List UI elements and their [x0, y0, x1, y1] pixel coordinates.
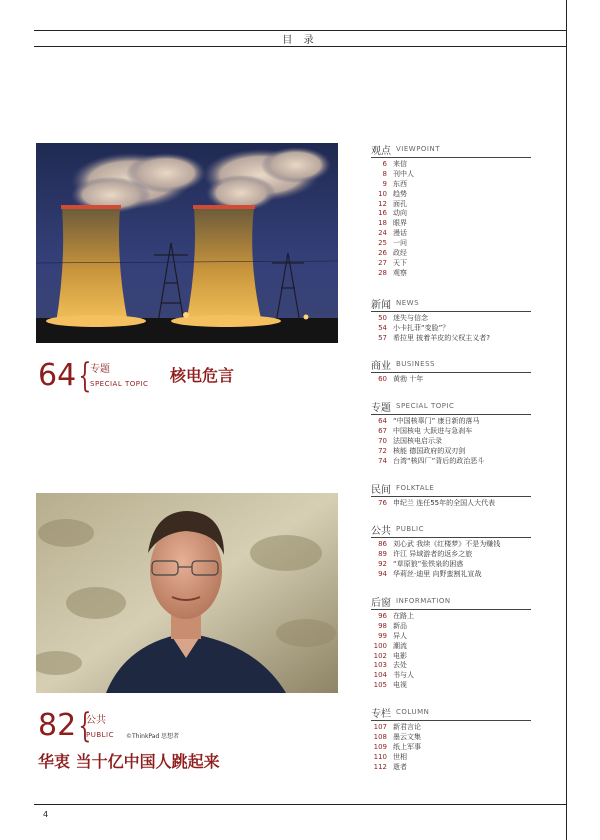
feature-page-number: 64 [38, 358, 77, 393]
toc-item[interactable] [371, 189, 531, 199]
toc-page: 99 [378, 631, 387, 640]
feature-section-cn: 专题 [90, 364, 110, 375]
toc-item[interactable] [371, 248, 531, 258]
section-heading [371, 297, 531, 312]
toc-item[interactable] [371, 416, 531, 426]
toc-item[interactable] [371, 333, 531, 343]
section-heading [371, 143, 531, 158]
toc-item[interactable] [371, 159, 531, 169]
toc-page: 108 [373, 732, 387, 741]
toc-page: 9 [382, 179, 387, 188]
toc-item[interactable] [371, 621, 531, 631]
section-title-en: PUBLIC [396, 525, 424, 533]
toc-title: 逝者 [393, 762, 407, 771]
toc-page: 12 [378, 199, 387, 208]
toc-item[interactable] [371, 752, 531, 762]
right-border [566, 0, 567, 840]
toc-item[interactable] [371, 569, 531, 579]
toc-item[interactable] [371, 313, 531, 323]
toc-section-information [371, 595, 531, 690]
footer-rule [34, 804, 566, 805]
toc-page: 28 [378, 268, 387, 277]
toc-item[interactable] [371, 559, 531, 569]
toc-item[interactable] [371, 732, 531, 742]
toc-title: 中国核电 大跃进与急刹车 [393, 426, 473, 435]
section-heading [371, 523, 531, 538]
section-title-cn: 公共 [371, 526, 391, 537]
toc-page: 102 [373, 651, 387, 660]
toc-page: 72 [378, 446, 387, 455]
section-title-en: BUSINESS [396, 360, 435, 368]
section-heading [371, 595, 531, 610]
toc-title: “中国核辜门” 康日新的落马 [393, 417, 480, 425]
section-title-cn: 民间 [371, 485, 391, 496]
toc-title: 希拉里 披着羊皮的父权主义者? [393, 333, 490, 342]
toc-section-folktale [371, 482, 531, 508]
toc-page: 76 [378, 499, 387, 507]
toc-title: 在路上 [393, 612, 414, 620]
toc-section-column [371, 706, 531, 771]
toc-page: 105 [373, 681, 387, 690]
section-title-en: SPECIAL TOPIC [396, 402, 455, 410]
section-title-en: VIEWPOINT [396, 145, 441, 153]
toc-title: 一问 [393, 239, 407, 248]
toc-page: 98 [378, 621, 387, 630]
toc-title: 书与人 [393, 671, 414, 680]
toc-page: 27 [378, 258, 387, 267]
toc-title: 纸上军事 [393, 742, 421, 751]
section-title-en: NEWS [396, 299, 420, 307]
brace-icon: { [78, 706, 92, 746]
toc-title: 核能 德国政府的双刃剑 [393, 446, 466, 455]
toc-title: 小卡扎菲“变脸”？ [393, 323, 450, 332]
toc-page: 94 [378, 569, 387, 578]
section-title-cn: 专题 [371, 403, 391, 414]
toc-section-viewpoint [371, 143, 531, 278]
feature-section-en: SPECIAL TOPIC [90, 380, 149, 388]
toc-item[interactable] [371, 680, 531, 690]
toc-page: 103 [373, 661, 387, 670]
toc-item[interactable] [371, 651, 531, 661]
toc-page: 24 [378, 229, 387, 238]
toc-page: 8 [382, 169, 387, 178]
section-heading [371, 400, 531, 415]
toc-item[interactable] [371, 436, 531, 446]
toc-item[interactable] [371, 218, 531, 228]
toc-section-public [371, 523, 531, 579]
toc-item[interactable] [371, 660, 531, 670]
toc-page: 18 [378, 219, 387, 228]
section-title-cn: 商业 [371, 361, 391, 372]
toc-title: 新君言论 [393, 723, 421, 731]
page-title: 目 录 [282, 35, 318, 46]
toc-title: 法国核电启示录 [393, 436, 442, 445]
toc-item[interactable] [371, 611, 531, 621]
toc-item[interactable] [371, 228, 531, 238]
feature-page-number: 82 [38, 708, 77, 743]
toc-title: “草原狼”张铁泉的困惑 [393, 559, 464, 568]
toc-title: 去处 [393, 661, 407, 670]
toc-page: 10 [378, 189, 387, 198]
toc-section-special-topic [371, 400, 531, 465]
toc-item[interactable] [371, 722, 531, 732]
toc-title: 申纪兰 连任55年的全国人大代表 [393, 499, 496, 507]
toc-page: 70 [378, 436, 387, 445]
toc-item[interactable] [371, 456, 531, 466]
portrait-photo [36, 493, 338, 693]
toc-page: 57 [378, 333, 387, 342]
feature-section-cn: 公共 [86, 715, 106, 726]
toc-page: 92 [378, 559, 387, 568]
toc-page: 26 [378, 249, 387, 258]
toc-title: 电视 [393, 681, 407, 690]
section-title-en: COLUMN [396, 708, 430, 716]
toc-page: 89 [378, 549, 387, 558]
toc-item[interactable] [371, 742, 531, 752]
section-heading [371, 706, 531, 721]
toc-title: 刘心武 我续《红楼梦》不是为赚钱 [393, 540, 501, 548]
toc-item[interactable] [371, 670, 531, 680]
section-heading [371, 482, 531, 497]
section-title-cn: 后窗 [371, 598, 391, 609]
toc-page: 64 [378, 417, 387, 425]
toc-title: 刊中人 [393, 169, 414, 178]
section-title-en: INFORMATION [396, 597, 451, 605]
feature-section-en: PUBLIC [86, 731, 114, 739]
toc-title: 来信 [393, 160, 407, 168]
toc-page: 110 [373, 752, 387, 761]
toc-item[interactable] [371, 258, 531, 268]
section-heading [371, 358, 531, 373]
toc-title: 电影 [393, 651, 407, 660]
toc-title: 东西 [393, 179, 407, 188]
toc-title: 眼界 [393, 219, 407, 228]
toc-title: 迷失与信念 [393, 314, 428, 322]
toc-page: 107 [373, 723, 387, 731]
toc-title: 政经 [393, 249, 407, 258]
feature-title: 核电危言 [170, 366, 235, 385]
toc-page: 25 [378, 239, 387, 248]
toc-title: 新品 [393, 621, 407, 630]
toc-title: 趋势 [393, 189, 407, 198]
toc-title: 黄勃 十年 [393, 375, 424, 383]
toc-item[interactable] [371, 641, 531, 651]
photo-credit: ©ThinkPad 思想者 [126, 733, 180, 740]
toc-page: 50 [378, 314, 387, 322]
toc-item[interactable] [371, 179, 531, 189]
toc-page: 100 [373, 641, 387, 650]
toc-item[interactable] [371, 446, 531, 456]
toc-page: 112 [373, 762, 387, 771]
toc-page: 6 [382, 160, 387, 168]
toc-title: 动向 [393, 209, 407, 218]
toc-title: 墨云文集 [393, 732, 421, 741]
toc-section-business [371, 358, 531, 384]
section-title-cn: 观点 [371, 146, 391, 157]
toc-item[interactable] [371, 169, 531, 179]
toc-item[interactable] [371, 762, 531, 772]
toc-title: 台湾“核四厂”背后的政治恶斗 [393, 456, 485, 465]
toc-item[interactable] [371, 539, 531, 549]
toc-page: 74 [378, 456, 387, 465]
toc-page: 60 [378, 375, 387, 383]
toc-item[interactable] [371, 199, 531, 209]
toc-page: 16 [378, 209, 387, 218]
toc-item[interactable] [371, 323, 531, 333]
toc-item[interactable] [371, 549, 531, 559]
toc-title: 异人 [393, 631, 407, 640]
header-rule-bottom [34, 46, 566, 47]
section-title-cn: 专栏 [371, 709, 391, 720]
toc-page: 109 [373, 742, 387, 751]
toc-page: 96 [378, 612, 387, 620]
toc-item[interactable] [371, 238, 531, 248]
toc-title: 漫话 [393, 229, 407, 238]
toc-title: 观察 [393, 268, 407, 277]
toc-page: 104 [373, 671, 387, 680]
toc-title: 世相 [393, 752, 407, 761]
toc-section-news [371, 297, 531, 343]
toc-item[interactable] [371, 268, 531, 278]
toc-title: 潮流 [393, 641, 407, 650]
toc-title: 华莉丝·迪里 向野蛮割礼宣战 [393, 569, 482, 578]
toc-page: 54 [378, 323, 387, 332]
toc-item[interactable] [371, 208, 531, 218]
toc-title: 面孔 [393, 199, 407, 208]
toc-page: 86 [378, 540, 387, 548]
section-title-cn: 新闻 [371, 300, 391, 311]
toc-page: 67 [378, 426, 387, 435]
feature-title: 华衷 当十亿中国人跳起来 [38, 752, 220, 771]
toc-item[interactable] [371, 426, 531, 436]
toc-title: 许江 异域游者的返乡之旅 [393, 549, 473, 558]
toc-item[interactable] [371, 631, 531, 641]
toc-item[interactable] [371, 498, 531, 508]
brace-icon: { [78, 356, 92, 396]
cooling-towers-photo [36, 143, 338, 343]
section-title-en: FOLKTALE [396, 484, 435, 492]
page-number: 4 [43, 810, 49, 819]
toc-title: 天下 [393, 258, 407, 267]
toc-item[interactable] [371, 374, 531, 384]
